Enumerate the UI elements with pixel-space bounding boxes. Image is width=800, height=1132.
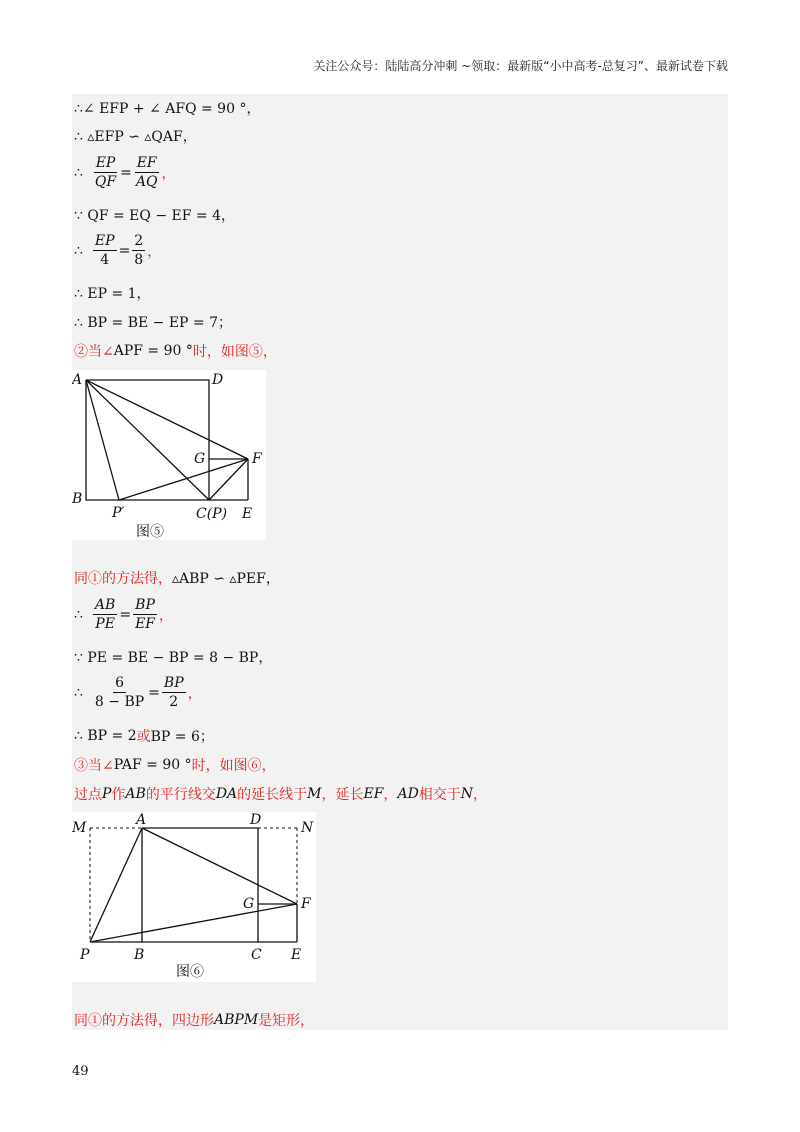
figure-6-diagram [72, 812, 316, 982]
figure-5-diagram [72, 370, 266, 540]
page-number: 49 [72, 1064, 89, 1079]
fraction: $\frac{EP}{QF}$ [94, 155, 117, 190]
case-2-heading: ②当∠ APF = 90 ° 时，如图⑤， [74, 343, 277, 360]
step-ratio-1: ∴ $\frac{EP}{QF}$ = $\frac{EF}{AQ}$ ， [74, 155, 176, 190]
label-f: F [252, 451, 262, 467]
figure-6-caption: 图⑥ [176, 964, 204, 980]
step-ep: ∴ EP = 1， [74, 286, 151, 302]
fraction: $\frac{BP}{2}$ [163, 675, 184, 710]
label-c-p: C(P) [196, 506, 228, 522]
fraction: $\frac{EP}{4}$ [94, 233, 115, 268]
equals-sign: = [118, 242, 131, 259]
step-angle-sum: ∴∠ EFP + ∠ AFQ = 90 °， [74, 101, 261, 117]
step-bp: ∴ BP = BE − EP = 7； [74, 315, 233, 331]
case-3-construction: 过点 P 作 AB 的平行线交 DA 的延长线于 M ，延长 EF ， AD 相交于 N ， [74, 786, 488, 803]
label-c: C [251, 947, 262, 963]
label-b: B [134, 947, 145, 963]
step-similar-triangles: ∴ ▵EFP ∽ ▵QAF， [74, 129, 197, 145]
therefore-symbol: ∴ [74, 164, 83, 181]
label-a: A [72, 372, 83, 388]
label-b: B [72, 491, 83, 507]
fraction: $\frac{BP}{EF}$ [135, 597, 155, 632]
equals-sign: = [120, 164, 132, 181]
label-d: D [250, 812, 262, 828]
fraction: $\frac{2}{8}$ [134, 233, 144, 268]
label-p: P [80, 947, 90, 963]
label-a: A [136, 812, 147, 828]
solution-content [72, 94, 728, 1030]
step-ratio-3: ∴ $\frac{AB}{PE}$ = $\frac{BP}{EF}$ ， [74, 597, 173, 632]
therefore-symbol: ∴ [74, 684, 83, 701]
label-g: G [243, 896, 255, 912]
figure-5-caption: 图⑤ [136, 524, 164, 540]
label-g: G [194, 451, 206, 467]
label-e: E [242, 506, 253, 522]
equals-sign: = [148, 684, 160, 701]
step-qf: ∵ QF = EQ − EF = 4， [74, 208, 235, 224]
fraction: $\frac{AB}{PE}$ [94, 597, 116, 632]
step-ratio-2: ∴ $\frac{EP}{4}$ = $\frac{2}{8}$ ， [74, 233, 162, 268]
step-pe: ∵ PE = BE − BP = 8 − BP， [74, 650, 273, 666]
therefore-symbol: ∴ [74, 606, 83, 623]
label-m: M [72, 820, 87, 836]
figure-5 [72, 370, 266, 544]
page-header: 关注公众号：陆陆高分冲刺 ~领取：最新版“小中高考-总复习”、最新试卷下载 [313, 59, 728, 73]
step-bp-result: ∴ BP = 2 或 BP = 6； [74, 728, 214, 745]
label-n: N [301, 820, 314, 836]
fraction: $\frac{6}{8 - BP}$ [94, 675, 145, 710]
fraction: $\frac{EF}{AQ}$ [135, 155, 158, 190]
step-ratio-4: ∴ $\frac{6}{8 - BP}$ = $\frac{BP}{2}$ ， [74, 675, 202, 710]
label-e: E [291, 947, 302, 963]
case-3-heading: ③当∠ PAF = 90 ° 时，如图⑥， [74, 757, 276, 774]
label-p-prime: P′ [112, 505, 125, 521]
label-f: F [301, 896, 311, 912]
therefore-symbol: ∴ [74, 242, 83, 259]
case-3-rectangle: 同①的方法得，四边形 ABPM 是矩形， [74, 1012, 315, 1029]
case-2-similar: 同①的方法得， ▵ABP ∽ ▵PEF， [74, 571, 280, 587]
label-d: D [212, 372, 224, 388]
figure-6 [72, 812, 316, 986]
equals-sign: = [119, 606, 132, 623]
